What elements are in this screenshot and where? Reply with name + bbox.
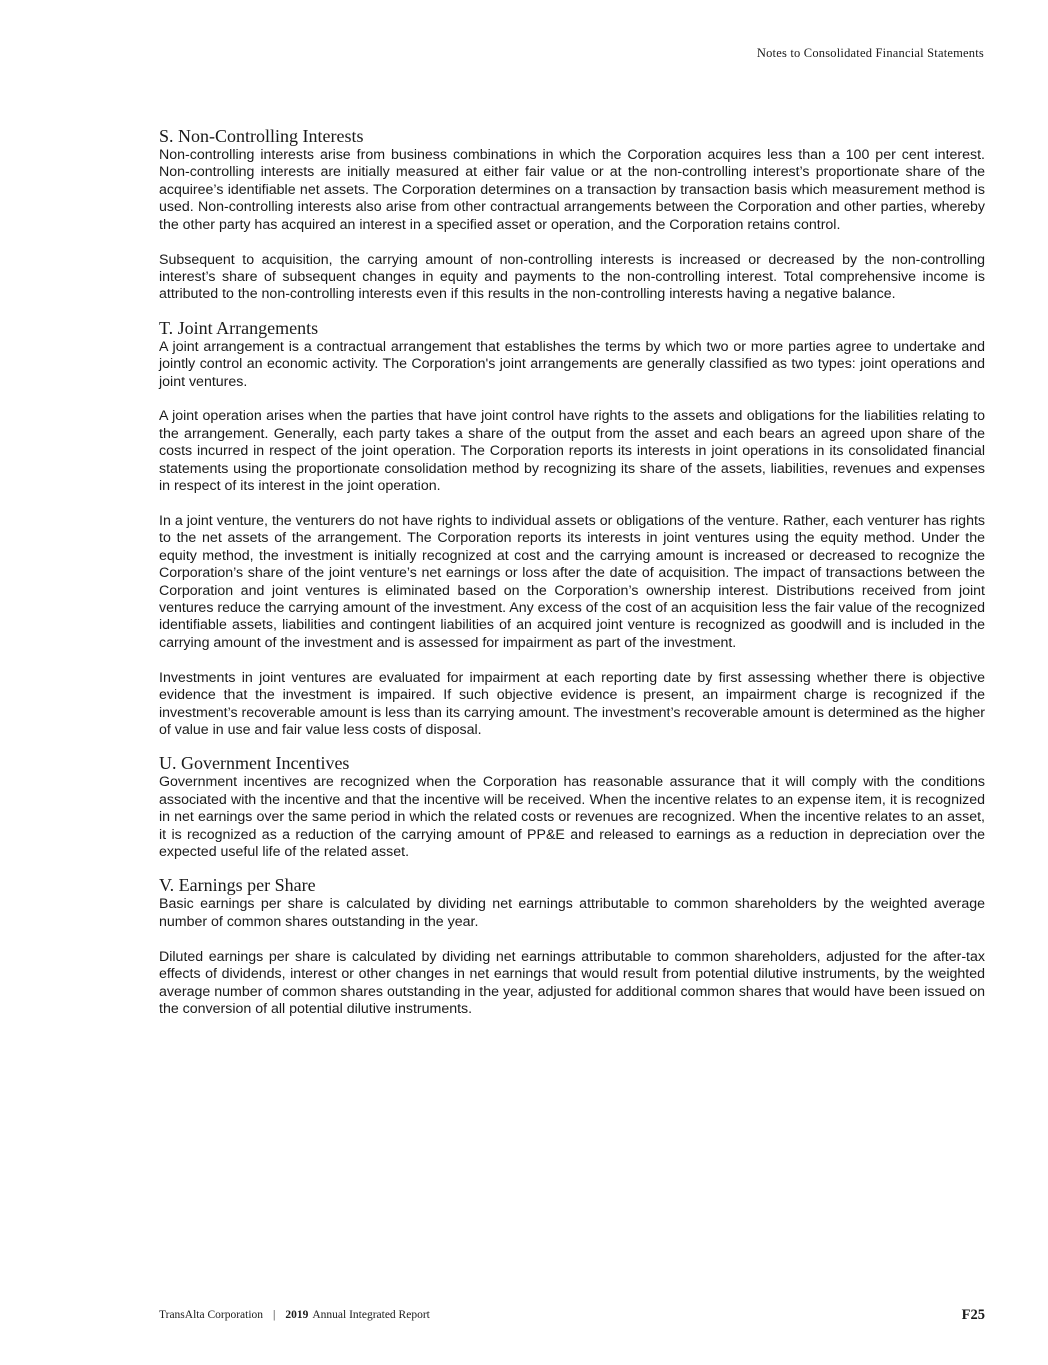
section-earnings-per-share (159, 874, 985, 1018)
paragraph: Diluted earnings per share is calculated by dividing net earnings attributable to common shareholders, adjusted for the after-tax effects of dividends, interest or other changes in net earnings that would result from potential dilutive instruments, by the weighted average number of common shares outstanding in the year, adjusted for additional common shares that would have been issued on the conversion of all potential dilutive instruments. (159, 948, 985, 1017)
page-footer (159, 1307, 985, 1325)
paragraph: A joint arrangement is a contractual arrangement that establishes the terms by which two or more parties agree to undertake and jointly control an economic activity. The Corporation's joint arrangements are generally classified as two types: joint operations and joint ventures. (159, 338, 985, 390)
paragraph: Government incentives are recognized when the Corporation has reasonable assurance that it will comply with the conditions associated with the incentive and that the incentive will be received. When the incentive relates to an expense item, it is recognized in net earnings over the same period in which the related costs or revenues are recognized. When the incentive relates to an asset, it is recognized as a reduction of the carrying amount of PP&E and released to earnings as a reduction in depreciation over the expected useful life of the related asset. (159, 774, 985, 860)
section-heading: V. Earnings per Share (159, 875, 316, 896)
footer-year: 2019 (285, 1309, 309, 1321)
footer-company-name: TransAlta Corporation (159, 1309, 264, 1321)
paragraph: Non-controlling interests arise from business combinations in which the Corporation acquires less than a 100 per cent interest. Non-controlling interests are initially measured at either fair value or at the non-controlling interest’s proportionate share of the acquiree’s identifiable net assets. The Corporation determines on a transaction by transaction basis which measurement method is used. Non-controlling interests also arise from other contractual arrangements between the Corporation and other parties, whereby the other party has acquired an interest in a specified asset or operation, and the Corporation retains control. (159, 147, 985, 233)
document-body (159, 125, 985, 1031)
paragraph: In a joint venture, the venturers do not have rights to individual assets or obligations of the venture. Rather, each venturer has rights to the net assets of the arrangement. The Corporation reports its interests in joint ventures using the equity method. Under the equity method, the investment is initially recognized at cost and the carrying amount is increased or decreased to recognize the Corporation’s share of the joint venture’s net earnings or loss after the date of acquisition. The impact of transactions between the Corporation and joint ventures is eliminated based on the Corporation’s ownership interest. Distributions received from joint ventures reduce the carrying amount of the investment. Any excess of the cost of an acquisition less the fair value of the recognized identifiable assets, liabilities and contingent liabilities of an acquired joint venture is recognized as goodwill and is included in the carrying amount of the investment and is assessed for impairment as part of the investment. (159, 513, 985, 651)
footer-report-name: Annual Integrated Report (312, 1309, 430, 1321)
section-heading: U. Government Incentives (159, 753, 350, 774)
footer-report-info (159, 1309, 430, 1321)
section-heading: T. Joint Arrangements (159, 317, 319, 338)
section-heading: S. Non-Controlling Interests (159, 126, 364, 146)
section-government-incentives (159, 752, 985, 861)
section-non-controlling-interests (159, 125, 985, 304)
paragraph: Subsequent to acquisition, the carrying amount of non-controlling interests is increased or decreased by the non-controlling interest’s share of subsequent changes in equity and payments to the non-controlling interest. Total comprehensive income is attributed to the non-controlling interests even if this results in the non-controlling interests having a negative balance. (159, 251, 985, 303)
running-header-title: Notes to Consolidated Financial Statements (756, 46, 984, 60)
footer-separator: | (273, 1309, 276, 1321)
paragraph: Investments in joint ventures are evaluated for impairment at each reporting date by first assessing whether there is objective evidence that the investment is impaired. If such objective evidence is present, an impairment charge is recognized if the investment’s recoverable amount is less than its carrying amount. The investment’s recoverable amount is determined as the higher of value in use and fair value less costs of disposal. (159, 669, 985, 738)
page-number: F25 (961, 1307, 985, 1323)
section-joint-arrangements (159, 317, 985, 740)
paragraph: A joint operation arises when the parties that have joint control have rights to the assets and obligations for the liabilities relating to the arrangement. Generally, each party takes a share of the output from the asset and each bears an agreed upon share of the costs incurred in respect of the joint operation. The Corporation reports its interests in joint operations in its consolidated financial statements using the proportionate consolidation method by recognizing its share of the assets, liabilities, revenues and expenses in respect of its interest in the joint operation. (159, 408, 985, 495)
paragraph: Basic earnings per share is calculated by dividing net earnings attributable to common shareholders by the weighted average number of common shares outstanding in the year. (159, 896, 985, 930)
